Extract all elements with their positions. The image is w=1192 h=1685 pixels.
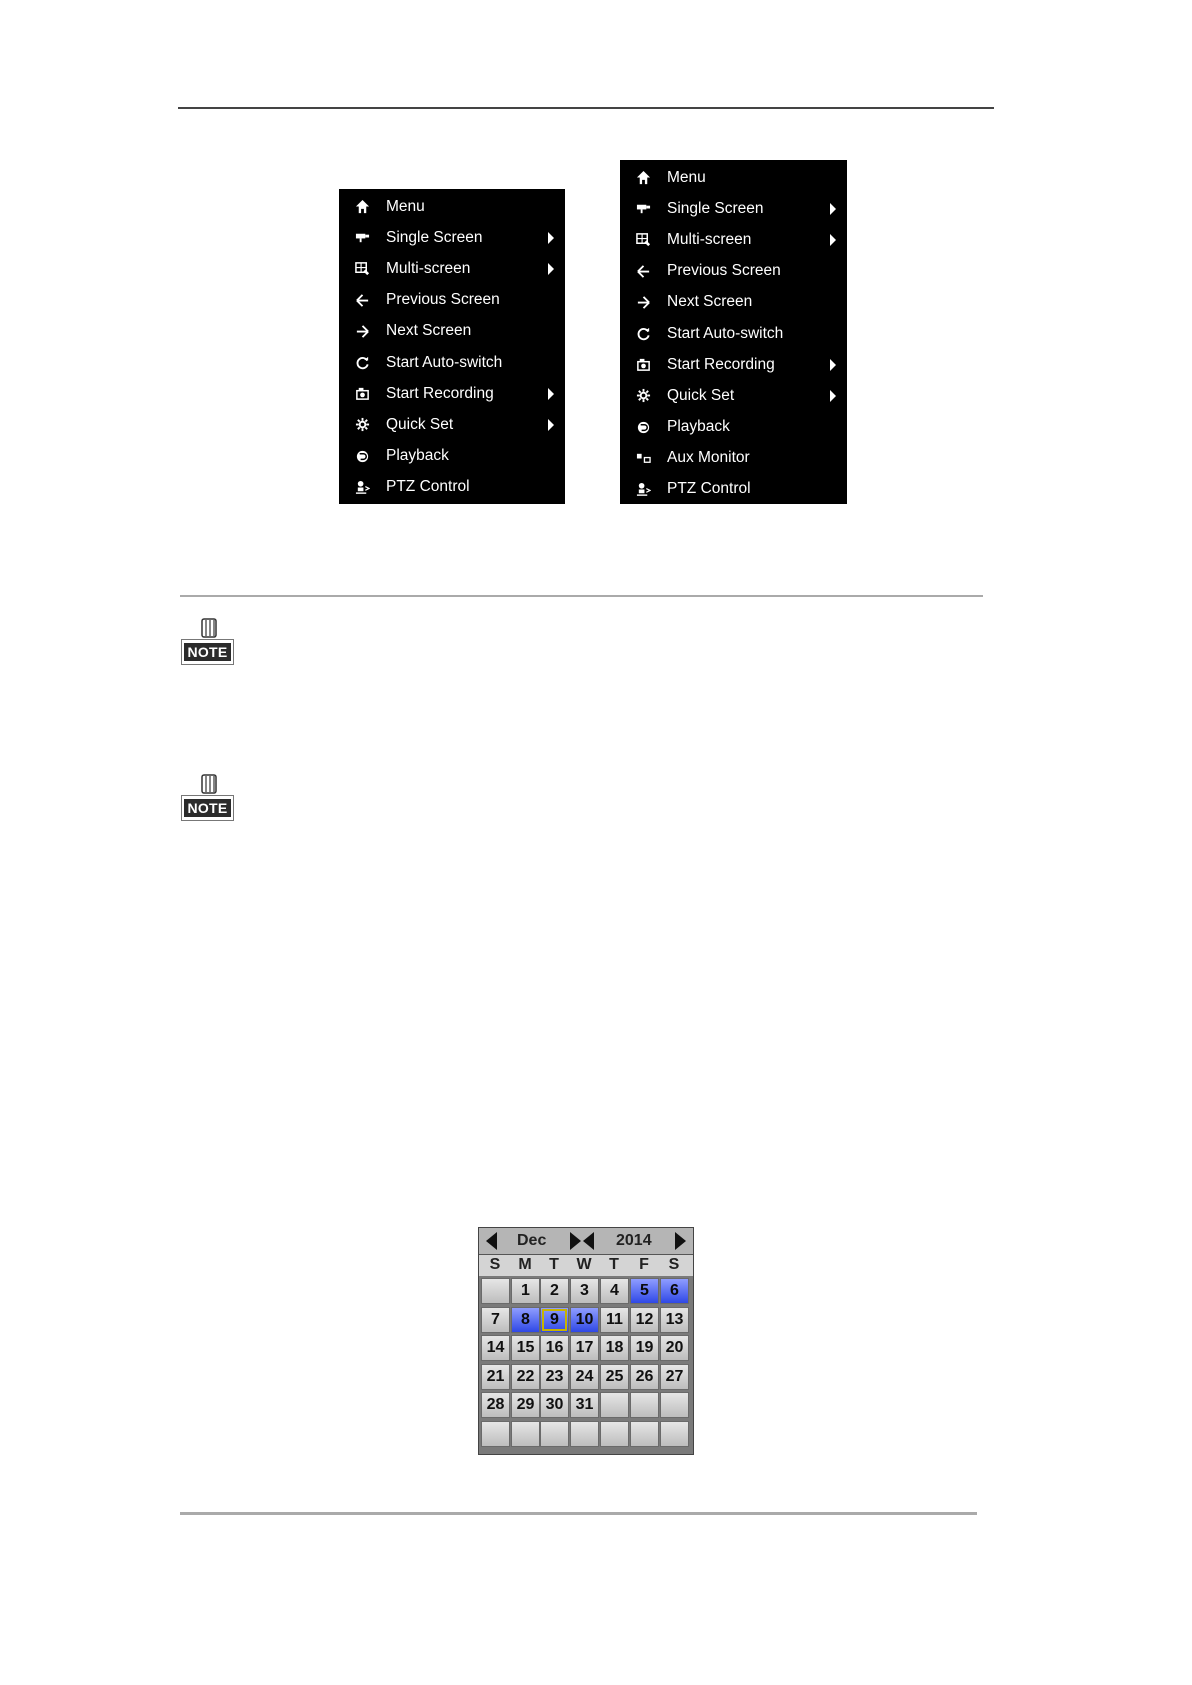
weekday-header (479, 1255, 693, 1276)
submenu-arrow-icon (830, 359, 836, 371)
menu-item-playback[interactable] (620, 412, 847, 443)
day-cell[interactable]: 17 (570, 1335, 599, 1361)
day-cell[interactable]: 14 (481, 1335, 510, 1361)
month-label: Dec (517, 1232, 547, 1249)
day-cell[interactable]: 27 (660, 1364, 689, 1390)
header-rule (178, 107, 994, 109)
aux-monitor-icon (634, 450, 652, 466)
menu-item-label: Menu (386, 197, 425, 215)
multi-screen-icon (353, 261, 371, 277)
weekday-label: T (549, 1256, 559, 1273)
day-cell[interactable]: 2 (540, 1278, 569, 1304)
day-cell[interactable]: 31 (570, 1392, 599, 1418)
day-cell[interactable]: 19 (630, 1335, 659, 1361)
menu-item-label: Start Auto-switch (386, 353, 503, 371)
home-icon (353, 199, 371, 215)
submenu-arrow-icon (830, 234, 836, 246)
day-cell[interactable]: 24 (570, 1364, 599, 1390)
empty-day-cell (600, 1421, 629, 1447)
empty-day-cell (660, 1392, 689, 1418)
menu-item-menu[interactable] (339, 191, 565, 222)
menu-item-menu[interactable] (620, 162, 847, 193)
day-cell[interactable]: 12 (630, 1307, 659, 1333)
day-cell[interactable]: 15 (511, 1335, 540, 1361)
submenu-arrow-icon (548, 232, 554, 244)
empty-day-cell (481, 1421, 510, 1447)
day-cell[interactable]: 28 (481, 1392, 510, 1418)
note-label: NOTE (184, 643, 230, 661)
weekday-label: W (576, 1256, 592, 1273)
multi-screen-icon (634, 232, 652, 248)
day-cell[interactable]: 9 (540, 1307, 569, 1333)
day-cell[interactable]: 1 (511, 1278, 540, 1304)
refresh-icon (634, 326, 652, 342)
menu-item-label: Quick Set (386, 415, 454, 433)
playback-icon (634, 419, 652, 435)
menu-item-next-screen[interactable] (339, 316, 565, 347)
context-menu-right (620, 160, 847, 504)
day-cell[interactable]: 30 (540, 1392, 569, 1418)
menu-item-label: Multi-screen (667, 230, 752, 248)
menu-item-label: Start Auto-switch (667, 324, 784, 342)
menu-item-multi-screen[interactable] (339, 253, 565, 284)
empty-day-cell (511, 1421, 540, 1447)
submenu-arrow-icon (548, 263, 554, 275)
weekday-label: S (668, 1256, 680, 1273)
day-cell[interactable]: 23 (540, 1364, 569, 1390)
menu-item-label: Start Recording (386, 384, 494, 402)
ptz-icon (353, 479, 371, 495)
empty-day-cell (570, 1421, 599, 1447)
menu-item-quick-set[interactable] (339, 409, 565, 440)
gear-icon (634, 388, 652, 404)
home-icon (634, 170, 652, 186)
day-cell[interactable]: 8 (511, 1307, 540, 1333)
day-cell[interactable]: 29 (511, 1392, 540, 1418)
day-cell[interactable]: 22 (511, 1364, 540, 1390)
submenu-arrow-icon (830, 390, 836, 402)
menu-item-start-recording[interactable] (620, 349, 847, 380)
camera-icon (353, 230, 371, 246)
day-cell[interactable]: 7 (481, 1307, 510, 1333)
menu-item-label: PTZ Control (386, 478, 470, 496)
menu-item-ptz-control[interactable] (339, 472, 565, 503)
arrow-left-icon (353, 292, 371, 308)
weekday-label: T (609, 1256, 619, 1273)
menu-item-label: Next Screen (667, 293, 753, 311)
day-cell[interactable]: 21 (481, 1364, 510, 1390)
day-cell[interactable]: 3 (570, 1278, 599, 1304)
menu-item-aux-monitor[interactable] (620, 443, 847, 474)
menu-item-label: Aux Monitor (667, 449, 750, 467)
weekday-label: S (489, 1256, 501, 1273)
menu-item-playback[interactable] (339, 441, 565, 472)
arrow-left-icon (634, 263, 652, 279)
menu-item-ptz-control[interactable] (620, 474, 847, 505)
calendar-header (479, 1228, 693, 1255)
weekday-label: M (518, 1256, 532, 1273)
menu-item-single-screen[interactable] (339, 222, 565, 253)
menu-item-previous-screen[interactable] (339, 285, 565, 316)
note-label: NOTE (184, 799, 230, 817)
menu-item-label: Quick Set (667, 386, 735, 404)
note-icon (179, 617, 237, 669)
submenu-arrow-icon (548, 419, 554, 431)
menu-item-label: Previous Screen (667, 262, 781, 280)
ptz-icon (634, 481, 652, 497)
menu-item-multi-screen[interactable] (620, 224, 847, 255)
camera-icon (634, 201, 652, 217)
menu-item-label: Next Screen (386, 322, 472, 340)
hand-icon (196, 617, 224, 641)
day-cell[interactable]: 13 (660, 1307, 689, 1333)
day-cell[interactable]: 25 (600, 1364, 629, 1390)
menu-item-label: Playback (386, 447, 449, 465)
day-cell[interactable]: 4 (600, 1278, 629, 1304)
day-cell[interactable]: 6 (660, 1278, 689, 1304)
menu-item-label: PTZ Control (667, 480, 751, 498)
menu-item-single-screen[interactable] (620, 193, 847, 224)
gear-icon (353, 417, 371, 433)
menu-item-label: Start Recording (667, 355, 775, 373)
calendar-widget (478, 1227, 694, 1455)
menu-item-label: Playback (667, 418, 730, 436)
menu-item-start-auto-switch[interactable] (339, 347, 565, 378)
record-icon (634, 357, 652, 373)
year-label: 2014 (616, 1232, 652, 1249)
playback-icon (353, 448, 371, 464)
day-cell[interactable]: 16 (540, 1335, 569, 1361)
submenu-arrow-icon (548, 388, 554, 400)
arrow-right-icon (634, 294, 652, 310)
day-cell[interactable]: 10 (570, 1307, 599, 1333)
menu-item-label: Multi-screen (386, 259, 471, 277)
hand-icon (196, 773, 224, 797)
menu-item-next-screen[interactable] (620, 287, 847, 318)
next-month-button[interactable] (570, 1232, 581, 1250)
empty-day-cell (481, 1278, 510, 1304)
section-rule (180, 595, 983, 597)
arrow-right-icon (353, 323, 371, 339)
empty-day-cell (600, 1392, 629, 1418)
menu-item-label: Single Screen (386, 228, 483, 246)
submenu-arrow-icon (830, 203, 836, 215)
day-cell[interactable]: 11 (600, 1307, 629, 1333)
empty-day-cell (540, 1421, 569, 1447)
next-year-button[interactable] (675, 1232, 686, 1250)
menu-item-start-recording[interactable] (339, 378, 565, 409)
day-cell[interactable]: 5 (630, 1278, 659, 1304)
day-cell[interactable]: 26 (630, 1364, 659, 1390)
day-cell[interactable]: 18 (600, 1335, 629, 1361)
menu-item-label: Single Screen (667, 199, 764, 217)
menu-item-label: Menu (667, 168, 706, 186)
prev-month-button[interactable] (486, 1232, 497, 1250)
prev-year-button[interactable] (583, 1232, 594, 1250)
day-cell[interactable]: 20 (660, 1335, 689, 1361)
refresh-icon (353, 355, 371, 371)
empty-day-cell (660, 1421, 689, 1447)
note-icon (179, 773, 237, 825)
menu-item-start-auto-switch[interactable] (620, 318, 847, 349)
context-menu-left (339, 189, 565, 504)
empty-day-cell (630, 1392, 659, 1418)
menu-item-previous-screen[interactable] (620, 256, 847, 287)
menu-item-label: Previous Screen (386, 291, 500, 309)
empty-day-cell (630, 1421, 659, 1447)
weekday-label: F (639, 1256, 649, 1273)
record-icon (353, 386, 371, 402)
footer-rule (180, 1512, 977, 1515)
menu-item-quick-set[interactable] (620, 380, 847, 411)
